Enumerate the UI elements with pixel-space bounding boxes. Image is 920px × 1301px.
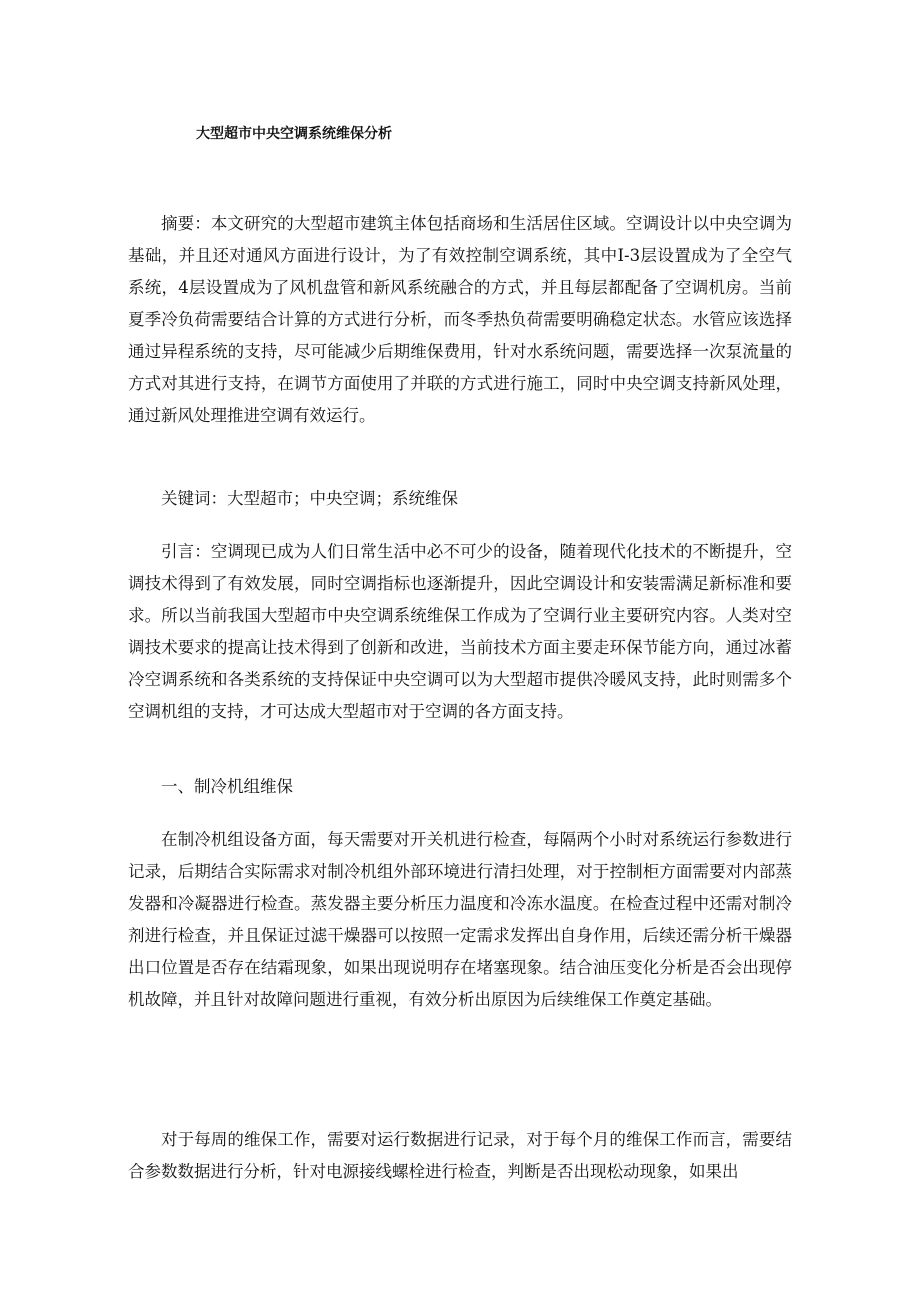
introduction-paragraph: 引言：空调现已成为人们日常生活中必不可少的设备，随着现代化技术的不断提升，空调技术得到了有效发展，同时空调指标也逐渐提升，因此空调设计和安装需满足新标准和要求。所以当前我国大型超市中央空调系统维保工作成为了空调行业主要研究内容。人类对空调技术要求的提高让技术得到了创新和改进，当前技术方面主要走环保节能方向，通过冰蓄冷空调系统和各类系统的支持保证中央空调可以为大型超市提供冷暖风支持，此时则需多个空调机组的支持，才可达成大型超市对于空调的各方面支持。 — [128, 542, 792, 721]
document-title: 大型超市中央空调系统维保分析 — [196, 126, 392, 142]
chiller-maintenance-paragraph: 在制冷机组设备方面，每天需要对开关机进行检查，每隔两个小时对系统运行参数进行记录，后期结合实际需求对制冷机组外部环境进行清扫处理，对于控制柜方面需要对内部蒸发器和冷凝器进行检查。蒸发器主要分析压力温度和冷冻水温度。在检查过程中还需对制冷剂进行检查，并且保证过滤干燥器可以按照一定需求发挥出自身作用，后续还需分析干燥器出口位置是否存在结霜现象，如果出现说明存在堵塞现象。结合油压变化分析是否会出现停机故障，并且针对故障问题进行重视，有效分析出原因为后续维保工作奠定基础。 — [128, 830, 792, 1009]
section-heading-chiller-maintenance: 一、制冷机组维保 — [161, 777, 293, 796]
weekly-maintenance-paragraph: 对于每周的维保工作，需要对运行数据进行记录，对于每个月的维保工作而言，需要结合参数数据进行分析，针对电源接线螺栓进行检查，判断是否出现松动现象，如果出 — [128, 1130, 792, 1181]
abstract-paragraph: 摘要：本文研究的大型超市建筑主体包括商场和生活居住区域。空调设计以中央空调为基础，并且还对通风方面进行设计，为了有效控制空调系统，其中I-3层设置成为了全空气系统，4层设置成为了风机盘管和新风系统融合的方式，并且每层都配备了空调机房。当前夏季冷负荷需要结合计算的方式进行分析，而冬季热负荷需要明确稳定状态。水管应该选择通过异程系统的支持，尽可能减少后期维保费用，针对水系统问题，需要选择一次泵流量的方式对其进行支持，在调节方面使用了并联的方式进行施工，同时中央空调支持新风处理，通过新风处理推进空调有效运行。 — [128, 214, 792, 425]
keywords-paragraph: 关键词：大型超市；中央空调；系统维保 — [161, 489, 458, 508]
